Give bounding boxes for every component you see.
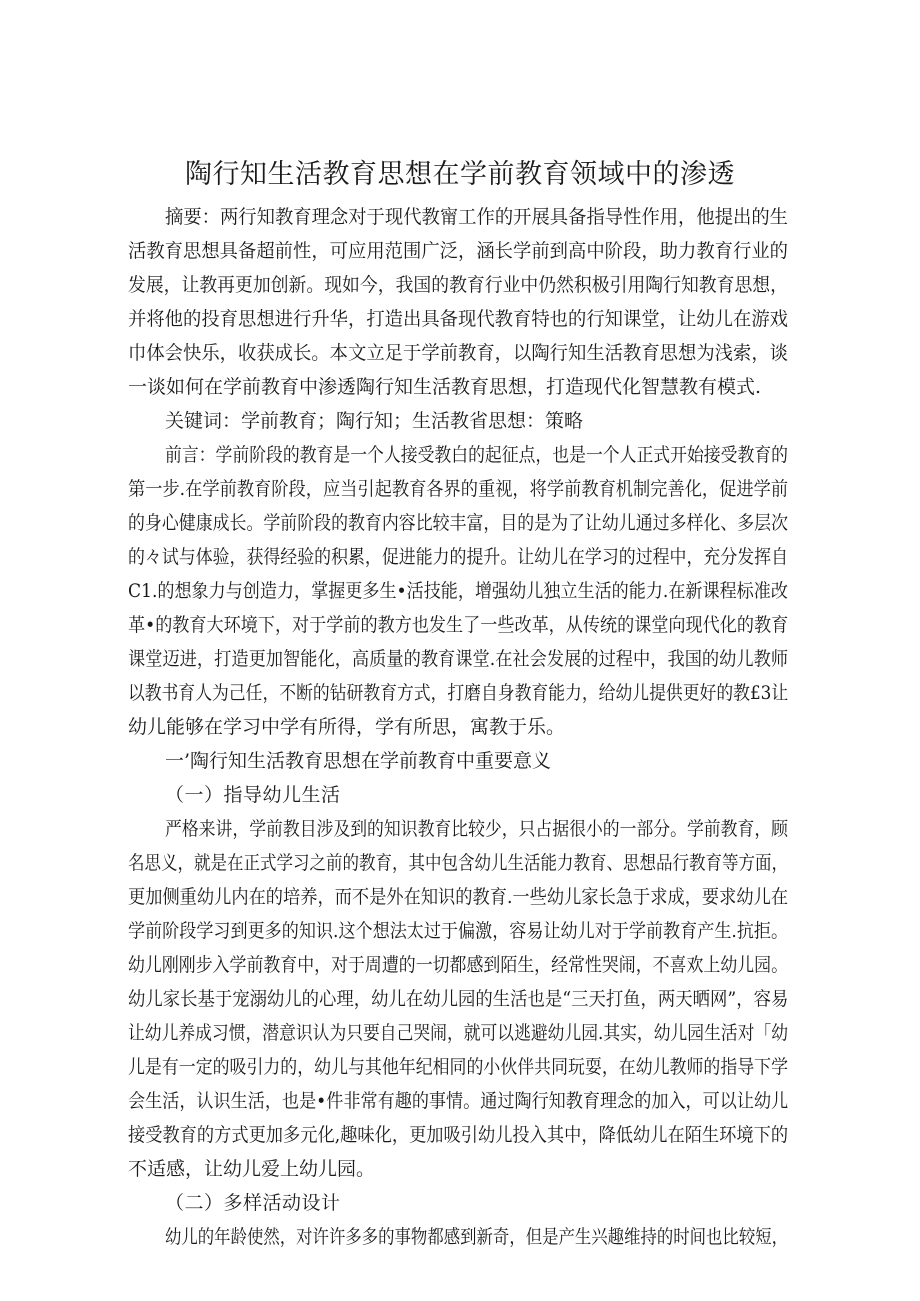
text-line: 不适感，让幼儿爱上幼儿园。 <box>128 1158 376 1180</box>
text-line: 会生活，认识生活，也是•件非常有趣的事情。通过陶行知教育理念的加入，可以让幼儿 <box>128 1090 789 1112</box>
section-heading: （一）指导幼儿生活 <box>165 784 341 806</box>
text-line: 让幼儿养成习惯，潜意识认为只要自己哭闹，就可以逃避幼儿园.其实，幼儿园生活对「幼 <box>128 1022 789 1044</box>
text-line: 第一步.在学前教育阶段，应当引起教育各界的重视，将学前教育机制完善化，促进学前 <box>128 478 789 500</box>
text-line: 幼儿能够在学习中学有所得，学有所思，寓教于乐。 <box>128 716 566 738</box>
text-line: 以教书育人为己任，不断的钻研教育方式，打磨自身教育能力，给幼儿提供更好的教£3让 <box>128 682 789 704</box>
text-line: 幼儿的年龄使然，对许许多多的事物都感到新奇，但是产生兴趣维持的时间也比较短， <box>165 1226 789 1248</box>
text-line: 学前阶段学习到更多的知识.这个想法太过于偏激，容易让幼儿对于学前教育产生.抗拒。 <box>128 920 789 942</box>
text-line: 并将他的投育思想进行升华，打造出具备现代教育特也的行知课堂，让幼儿在游戏 <box>128 308 789 330</box>
text-line: 一’陶行知生活教育思想在学前教育中重要意义 <box>165 750 552 772</box>
text-line: 的身心健康成长。学前阶段的教育内容比较丰富，目的是为了让幼儿通过多样化、多层次 <box>128 512 789 534</box>
text-line: 幼儿刚刚步入学前教育中，对于周遭的一切都感到陌生，经常性哭闹，不喜欢上幼儿园。 <box>128 954 789 976</box>
text-line: 的々试与体验，获得经验的积累，促进能力的提升。让幼儿在学习的过程中，充分发挥自 <box>128 546 789 568</box>
text-line: 儿是有一定的吸引力的，幼儿与其他年纪相同的小伙伴共同玩耍，在幼儿教师的指导下学 <box>128 1056 789 1078</box>
text-line: 巾体会快乐，收获成长。本文立足于学前教育，以陶行知生活教育思想为浅索，谈 <box>128 342 789 364</box>
text-line: 严格来讲，学前教目涉及到的知识教育比较少，只占据很小的一部分。学前教育，顾 <box>165 818 789 840</box>
text-line: 更加侧重幼儿内在的培养，而不是外在知识的教育.一些幼儿家长急于求成，要求幼儿在 <box>128 886 789 908</box>
section-heading: （二）多样活动设计 <box>165 1192 341 1214</box>
text-line: 幼儿家长基于宠溺幼儿的心理，幼儿在幼儿园的生活也是“三天打鱼，两天晒网”，容易 <box>128 988 789 1010</box>
text-line: 摘要：两行知教育理念对于现代教甯工作的开展具备指导性作用，他提出的生 <box>165 206 789 228</box>
text-line: 一谈如何在学前教育中渗透陶行知生活教育思想，打造现代化智慧教有模式. <box>128 376 762 398</box>
text-line: 课堂迈进，打造更加智能化，高质量的教育课堂.在社会发展的过程中，我国的幼儿教师 <box>128 648 789 670</box>
text-line: C1.的想象力与创造力，掌握更多生•活技能，增强幼儿独立生活的能力.在新课程标准改 <box>128 580 788 602</box>
text-line: 接受教育的方式更加多元化,趣味化，更加吸引幼儿投入其中，降低幼儿在陌生环境下的 <box>128 1124 789 1146</box>
document-title: 陶行知生活教育思想在学前教育领域中的渗透 <box>185 159 735 190</box>
text-line: 活教育思想具备超前性，可应用范围广泛，涵长学前到高中阶段，助力教育行业的 <box>128 240 789 262</box>
text-line: 革•的教育大环境下，对于学前的教方也发生了一些改革，从传统的课堂向现代化的教育 <box>128 614 789 636</box>
text-line: 发展，让教再更加创新。现如今，我国的教育行业中仍然积极引用陶行知教育思想， <box>128 274 788 296</box>
text-line: 关键词：学前教育；陶行知；生活教省思想：策略 <box>165 410 584 432</box>
text-line: 名思义，就是在正式学习之前的教育，其中包含幼儿生活能力教育、思想品行教育等方面， <box>128 852 788 874</box>
text-line: 前言：学前阶段的教育是一个人接受教白的起征点，也是一个人正式开始接受教育的 <box>165 444 789 466</box>
